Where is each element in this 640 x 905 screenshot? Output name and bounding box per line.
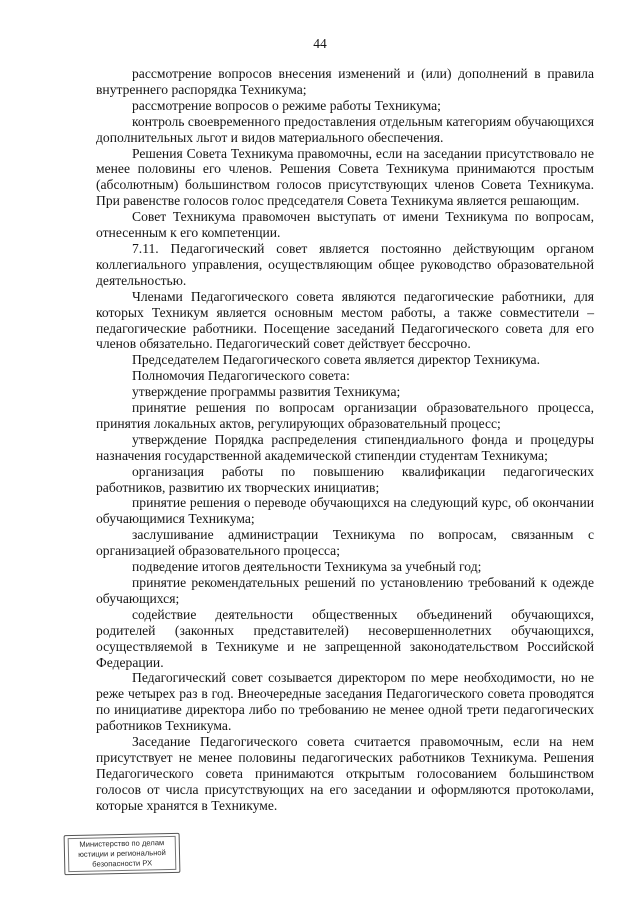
paragraph: принятие рекомендательных решений по установлению требований к одежде обучающихся; (96, 575, 594, 606)
paragraph: содействие деятельности общественных объединений обучающихся, родителей (законных представителей) несовершеннолетних обучающихся, осуществляемой в Техникуме и не запрещенной законодательством Российской Федерации. (96, 606, 594, 670)
paragraph: 7.11. Педагогический совет является постоянно действующим органом коллегиального управления, осуществляющим общее руководство образовательной деятельностью. (96, 240, 594, 288)
paragraph: утверждение программы развития Техникума; (132, 384, 401, 400)
paragraph: принятие решения по вопросам организации образовательного процесса, принятия локальных актов, регулирующих образовательный процесс; (96, 400, 594, 431)
paragraph: заслушивание администрации Техникума по вопросам, связанным с организацией образовательного процесса; (96, 527, 594, 559)
paragraph: Заседание Педагогического совета считается правомочным, если на нем присутствует не менее половины педагогических работников Техникума. Решения Педагогического совета принимаются открытым голосованием большинством голосов от числа присутствующих на его заседании и оформляются протоколами, которые хранятся в Техникуме. (96, 734, 594, 813)
paragraph: контроль своевременного предоставления отдельным категориям обучающихся дополнительных льгот и видов материального обеспечения. (96, 113, 594, 145)
paragraph: организация работы по повышению квалификации педагогических работников, развитию их творческих инициатив; (96, 463, 594, 495)
paragraph: принятие решения о переводе обучающихся на следующий курс, об окончании обучающимися Техникума; (96, 495, 594, 527)
registration-stamp (64, 833, 181, 875)
paragraph: Решения Совета Техникума правомочны, если на заседании присутствовало не менее половины его членов. Решения Совета Техникума принимаются простым (абсолютным) большинством голосов присутствующих членов Совета Техникума. При равенстве голосов голос председателя Совета Техникума является решающим. (96, 145, 594, 209)
paragraph: Председателем Педагогического совета является директор Техникума. (132, 352, 540, 368)
stamp-line: безопасности РХ (92, 858, 153, 869)
paragraph: Совет Техникума правомочен выступать от имени Техникума по вопросам, отнесенным к его компетенции. (96, 209, 594, 241)
paragraph: Педагогический совет созывается директором по мере необходимости, но не реже четырех раз в год. Внеочередные заседания Педагогического совета проводятся по инициативе директора либо по требованию не менее одной трети педагогических работников Техникума. (96, 670, 594, 734)
paragraph: Полномочия Педагогического совета: (132, 368, 350, 384)
stamp-line: юстиции и региональной (78, 848, 166, 859)
page-number: 44 (313, 36, 327, 51)
paragraph: Членами Педагогического совета являются педагогические работники, для которых Техникум является основным местом работы, а также совместители – педагогические работники. Посещение заседаний Педагогического совета для его членов обязательно. Педагогический совет действует бессрочно. (96, 288, 594, 352)
paragraph: утверждение Порядка распределения стипендиального фонда и процедуры назначения государственной академической стипендии студентам Техникума; (96, 431, 594, 463)
paragraph: рассмотрение вопросов о режиме работы Техникума; (132, 97, 441, 113)
paragraph: подведение итогов деятельности Техникума за учебный год; (132, 559, 482, 575)
paragraph: рассмотрение вопросов внесения изменений и (или) дополнений в правила внутреннего распорядка Техникума; (96, 66, 594, 97)
document-body (96, 66, 594, 814)
stamp-line: Министерство по делам (79, 838, 165, 849)
